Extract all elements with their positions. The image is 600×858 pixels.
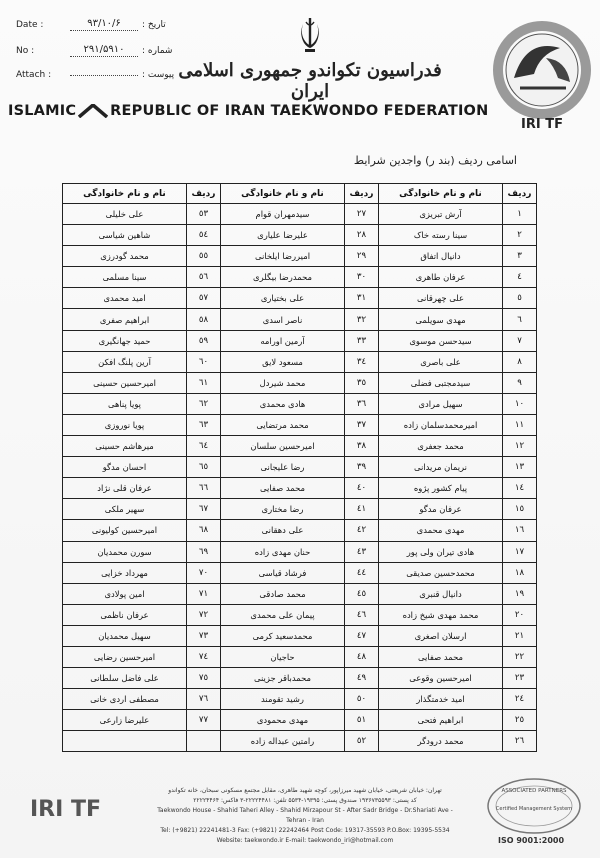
row-number: ۲٦ xyxy=(503,731,537,752)
row-number: ٥٤ xyxy=(187,225,221,246)
footer-address-fa: تهران: خیابان شریعتی، خیابان شهید میرزاپور، کوچه شهید طاهری، مقابل مجتمع مسکونی سبحان، خانه تکواندو xyxy=(168,787,442,794)
row-number: ٤٦ xyxy=(345,604,379,625)
athlete-name: هادی تیران ولی پور xyxy=(379,541,503,562)
table-row xyxy=(63,604,537,625)
row-number: ۱ xyxy=(503,204,537,225)
athlete-name: سهیل محمدیان xyxy=(63,625,187,646)
athlete-name: محمد صفایی xyxy=(379,646,503,667)
row-number: ٥٥ xyxy=(187,246,221,267)
row-number: ۲٤ xyxy=(503,689,537,710)
row-number: ۲۹ xyxy=(345,246,379,267)
athlete-name: محمدباقر جزینی xyxy=(221,668,345,689)
athlete-name: سهیل مرادی xyxy=(379,393,503,414)
badge-title: ASSOCIATED PARTNERS xyxy=(501,788,567,794)
athlete-name: حنان مهدی زاده xyxy=(221,541,345,562)
athlete-name: علیرضا علیاری xyxy=(221,225,345,246)
row-number: ۳ xyxy=(503,246,537,267)
attach-label-fa: پیوست : xyxy=(142,70,175,80)
athlete-name: پویا پناهی xyxy=(63,393,187,414)
athlete-name: سهیر ملکی xyxy=(63,499,187,520)
row-number: ۱۹ xyxy=(503,583,537,604)
athlete-name: محمد درودگر xyxy=(379,731,503,752)
row-number: ۷٤ xyxy=(187,646,221,667)
date-value: ۹۳/۱۰/۶ xyxy=(70,18,138,31)
athlete-name: علی باصری xyxy=(379,351,503,372)
table-row xyxy=(63,372,537,393)
row-number: ٤۳ xyxy=(345,541,379,562)
athlete-name: مهدی سویلمی xyxy=(379,309,503,330)
row-number: ۳۷ xyxy=(345,414,379,435)
header-name: نام و نام خانوادگی xyxy=(221,184,345,204)
iso-label: ISO 9001:2000 xyxy=(498,836,565,845)
list-heading: اسامی ردیف (بند ر) واجدین شرایط xyxy=(353,154,517,167)
row-number: ٦۲ xyxy=(187,393,221,414)
table-row xyxy=(63,204,537,225)
athlete-name: محمد صادقی xyxy=(221,583,345,604)
footer-contact xyxy=(150,786,460,846)
table-row xyxy=(63,478,537,499)
athlete-name: ارسلان اصغری xyxy=(379,625,503,646)
table-header-row xyxy=(63,184,537,204)
athlete-name: دانیال اتفاق xyxy=(379,246,503,267)
title-en-right: REPUBLIC OF IRAN TAEKWONDO FEDERATION xyxy=(110,103,489,119)
row-number: ٤۱ xyxy=(345,499,379,520)
table-row xyxy=(63,646,537,667)
athlete-name: میرهاشم حسینی xyxy=(63,436,187,457)
certification-badge-icon xyxy=(486,776,582,836)
number-label-fa: شماره : xyxy=(142,45,173,56)
athlete-name: آرمین اورامه xyxy=(221,330,345,351)
federation-title-en xyxy=(8,103,489,119)
row-number: ٦٤ xyxy=(187,436,221,457)
athlete-name: علی خلیلی xyxy=(63,204,187,225)
table-row xyxy=(63,330,537,351)
footer-phones-fa: کد پستی: ۱۹۳۶۷۳۵۵۹۳ صندوق پستی: ۱۹۳۹۵-۵۵۳۴ تلفن: ۲۲۲۲۴۴۸۱-۳ فاکس: ۲۲۲۲۴۴۶۴ xyxy=(193,797,417,804)
row-number: ۱۸ xyxy=(503,562,537,583)
athlete-name: رشید تقومند xyxy=(221,689,345,710)
athlete-name: عرفان ناظمی xyxy=(63,604,187,625)
table-row xyxy=(63,414,537,435)
athlete-name: دانیال قنبری xyxy=(379,583,503,604)
athlete-name: عرفان طاهری xyxy=(379,267,503,288)
row-number: ۷۲ xyxy=(187,604,221,625)
row-number: ٤۰ xyxy=(345,478,379,499)
qualified-athletes-table xyxy=(62,183,537,752)
athlete-name: رضا مختاری xyxy=(221,499,345,520)
athlete-name: سینا مسلمی xyxy=(63,267,187,288)
header-num: ردیف xyxy=(187,184,221,204)
athlete-name: محمدحسین صدیقی xyxy=(379,562,503,583)
date-row xyxy=(16,18,166,31)
row-number: ٤ xyxy=(503,267,537,288)
athlete-name: محمد شیردل xyxy=(221,372,345,393)
header-num: ردیف xyxy=(503,184,537,204)
athlete-name: علی چهرقانی xyxy=(379,288,503,309)
footer-logo-icon xyxy=(28,792,148,822)
table-row xyxy=(63,267,537,288)
athlete-name: علیرضا زارعی xyxy=(63,710,187,731)
footer-web: Website: taekwondo.ir E-mail: taekwondo_iri@hotmail.com xyxy=(216,837,394,844)
row-number: ۹ xyxy=(503,372,537,393)
row-number: ٤٥ xyxy=(345,583,379,604)
row-number: ۳۳ xyxy=(345,330,379,351)
athlete-name: احسان مدگو xyxy=(63,457,187,478)
row-number: ۲۱ xyxy=(503,625,537,646)
athlete-name: امید محمدی xyxy=(63,288,187,309)
federation-logo-icon xyxy=(490,8,592,138)
date-label-fa: تاریخ : xyxy=(142,19,166,30)
athlete-name: امیررضا ایلخانی xyxy=(221,246,345,267)
federation-title-fa: فدراسیون تکواندو جمهوری اسلامی ایران xyxy=(178,60,442,102)
row-number: ۳٥ xyxy=(345,372,379,393)
athlete-name: علی دهقانی xyxy=(221,520,345,541)
athlete-name: شاهین شیاسی xyxy=(63,225,187,246)
row-number: ۱٥ xyxy=(503,499,537,520)
table-row xyxy=(63,520,537,541)
row-number: ٦٥ xyxy=(187,457,221,478)
athlete-name: پیام کشور پژوه xyxy=(379,478,503,499)
athlete-name: سینا رسته خاک xyxy=(379,225,503,246)
header-num: ردیف xyxy=(345,184,379,204)
row-number: ۲۰ xyxy=(503,604,537,625)
row-number: ۷٦ xyxy=(187,689,221,710)
athlete-name: حمید جهانگیری xyxy=(63,330,187,351)
athlete-name: محمد صفایی xyxy=(221,478,345,499)
row-number: ۱٦ xyxy=(503,520,537,541)
attach-value xyxy=(70,74,138,76)
athlete-name: مهدی محمودی xyxy=(221,710,345,731)
athlete-name: محمد مرتضایی xyxy=(221,414,345,435)
row-number: ۱۷ xyxy=(503,541,537,562)
number-label: No : xyxy=(16,45,35,56)
athlete-name: محمدسعید کرمی xyxy=(221,625,345,646)
row-number: ۱۲ xyxy=(503,436,537,457)
table-row xyxy=(63,436,537,457)
athlete-name: رضا علیجانی xyxy=(221,457,345,478)
number-value: ۲۹۱/۵۹۱۰ xyxy=(70,44,138,57)
athlete-name: امیرحسین رضایی xyxy=(63,646,187,667)
row-number: ۳۲ xyxy=(345,309,379,330)
athlete-name: عرفان مدگو xyxy=(379,499,503,520)
athlete-name: امیرحسین سلسان xyxy=(221,436,345,457)
footer-phones-en: Tel: (+9821) 22241481-3 Fax: (+9821) 22242464 Post Code: 19317-35593 P.O.Box: 19395-5534 xyxy=(160,827,450,834)
row-number: ٤۷ xyxy=(345,625,379,646)
athlete-name: نریمان مریدانی xyxy=(379,457,503,478)
row-number: ٤۸ xyxy=(345,646,379,667)
athlete-name: امید خدمتگذار xyxy=(379,689,503,710)
athlete-name: مصطفی اردی خانی xyxy=(63,689,187,710)
row-number: ۱٤ xyxy=(503,478,537,499)
table-row xyxy=(63,225,537,246)
athlete-name: مهرداد خزایی xyxy=(63,562,187,583)
table-row xyxy=(63,562,537,583)
row-number: ٥۲ xyxy=(345,731,379,752)
row-number: ٦۳ xyxy=(187,414,221,435)
athlete-name: ابراهیم فتحی xyxy=(379,710,503,731)
row-number: ٥۱ xyxy=(345,710,379,731)
athlete-name: محمد مهدی شیخ زاده xyxy=(379,604,503,625)
row-number: ۱۰ xyxy=(503,393,537,414)
table-row xyxy=(63,625,537,646)
athlete-name: مسعود لایق xyxy=(221,351,345,372)
badge-subtitle: Certified Management System xyxy=(495,806,573,812)
athlete-name: محمد جعفری xyxy=(379,436,503,457)
table-row xyxy=(63,309,537,330)
row-number: ٥ xyxy=(503,288,537,309)
row-number: ۷ xyxy=(503,330,537,351)
row-number: ۲۸ xyxy=(345,225,379,246)
title-en-left: ISLAMIC xyxy=(8,103,77,119)
athlete-name: امیرحسین کولیونی xyxy=(63,520,187,541)
table-row xyxy=(63,246,537,267)
table-row xyxy=(63,457,537,478)
header-name: نام و نام خانوادگی xyxy=(379,184,503,204)
athlete-name: رامتین عبداله زاده xyxy=(221,731,345,752)
athlete-name: آرش تبریزی xyxy=(379,204,503,225)
row-number: ۷۱ xyxy=(187,583,221,604)
row-number: ٦ xyxy=(503,309,537,330)
chevron-mark-icon xyxy=(78,104,108,118)
athlete-name: پویا نوروزی xyxy=(63,414,187,435)
athlete-name: امیرمحمدسلمان زاده xyxy=(379,414,503,435)
athlete-name: محمد گودرزی xyxy=(63,246,187,267)
row-number: ٤۹ xyxy=(345,668,379,689)
row-number: ٥۸ xyxy=(187,309,221,330)
athlete-name: حاجیان xyxy=(221,646,345,667)
row-number: ٦٦ xyxy=(187,478,221,499)
row-number: ٦۷ xyxy=(187,499,221,520)
table-row xyxy=(63,731,537,752)
row-number: ۲۲ xyxy=(503,646,537,667)
athlete-name: مهدی محمدی xyxy=(379,520,503,541)
row-number: ۷۷ xyxy=(187,710,221,731)
table-row xyxy=(63,351,537,372)
row-number: ۳۰ xyxy=(345,267,379,288)
athlete-name: عرفان قلی نژاد xyxy=(63,478,187,499)
attach-row xyxy=(16,70,174,80)
logo-text: IRI TF xyxy=(521,117,563,132)
row-number: ۱۱ xyxy=(503,414,537,435)
header-name: نام و نام خانوادگی xyxy=(63,184,187,204)
table-row xyxy=(63,499,537,520)
athlete-name: امیرحسین وقوعی xyxy=(379,668,503,689)
athlete-name xyxy=(63,731,187,752)
row-number: ۷۰ xyxy=(187,562,221,583)
table-row xyxy=(63,689,537,710)
row-number: ۳٤ xyxy=(345,351,379,372)
row-number xyxy=(187,731,221,752)
row-number: ۸ xyxy=(503,351,537,372)
date-label: Date : xyxy=(16,19,44,30)
row-number: ٤٤ xyxy=(345,562,379,583)
iran-emblem-icon xyxy=(297,16,323,54)
row-number: ۲٥ xyxy=(503,710,537,731)
athlete-name: سیدمهران قوام xyxy=(221,204,345,225)
table-row xyxy=(63,541,537,562)
row-number: ٦۱ xyxy=(187,372,221,393)
row-number: ٥۹ xyxy=(187,330,221,351)
row-number: ۳٦ xyxy=(345,393,379,414)
footer-logo-text: IRI TF xyxy=(30,797,102,822)
row-number: ۷۳ xyxy=(187,625,221,646)
athlete-name: سیدحسن موسوی xyxy=(379,330,503,351)
row-number: ۲۷ xyxy=(345,204,379,225)
row-number: ٦۸ xyxy=(187,520,221,541)
athlete-name: علی بختیاری xyxy=(221,288,345,309)
table-row xyxy=(63,710,537,731)
row-number: ٥٦ xyxy=(187,267,221,288)
table-row xyxy=(63,288,537,309)
athlete-name: هادی محمدی xyxy=(221,393,345,414)
row-number: ۳۸ xyxy=(345,436,379,457)
athlete-name: سیدمجتبی فضلی xyxy=(379,372,503,393)
row-number: ٥۰ xyxy=(345,689,379,710)
footer-address-en: Taekwondo House - Shahid Taheri Alley - Shahid Mirzapour St - After Sadr Bridge - Dr.Shariati Ave - Tehran - Iran xyxy=(157,807,453,824)
athlete-name: فرشاد قیاسی xyxy=(221,562,345,583)
row-number: ٦۰ xyxy=(187,351,221,372)
athlete-name: آرین پلنگ افکن xyxy=(63,351,187,372)
attach-label: Attach : xyxy=(16,70,52,80)
number-row xyxy=(16,44,172,57)
row-number: ۲ xyxy=(503,225,537,246)
row-number: ۱۳ xyxy=(503,457,537,478)
athlete-name: امیرحسین حسینی xyxy=(63,372,187,393)
row-number: ٤۲ xyxy=(345,520,379,541)
table-body xyxy=(63,204,537,752)
row-number: ۳۹ xyxy=(345,457,379,478)
row-number: ٥۷ xyxy=(187,288,221,309)
athlete-name: پیمان علی محمدی xyxy=(221,604,345,625)
row-number: ۲۳ xyxy=(503,668,537,689)
row-number: ۷٥ xyxy=(187,668,221,689)
row-number: ٦۹ xyxy=(187,541,221,562)
table-row xyxy=(63,583,537,604)
athlete-name: ابراهیم صفری xyxy=(63,309,187,330)
table-row xyxy=(63,668,537,689)
athlete-name: سورن محمدیان xyxy=(63,541,187,562)
row-number: ٥۳ xyxy=(187,204,221,225)
athlete-name: ناصر اسدی xyxy=(221,309,345,330)
table-row xyxy=(63,393,537,414)
athlete-name: امین پولادی xyxy=(63,583,187,604)
athlete-name: علی فاضل سلطانی xyxy=(63,668,187,689)
athlete-name: محمدرضا بیگلری xyxy=(221,267,345,288)
row-number: ۳۱ xyxy=(345,288,379,309)
